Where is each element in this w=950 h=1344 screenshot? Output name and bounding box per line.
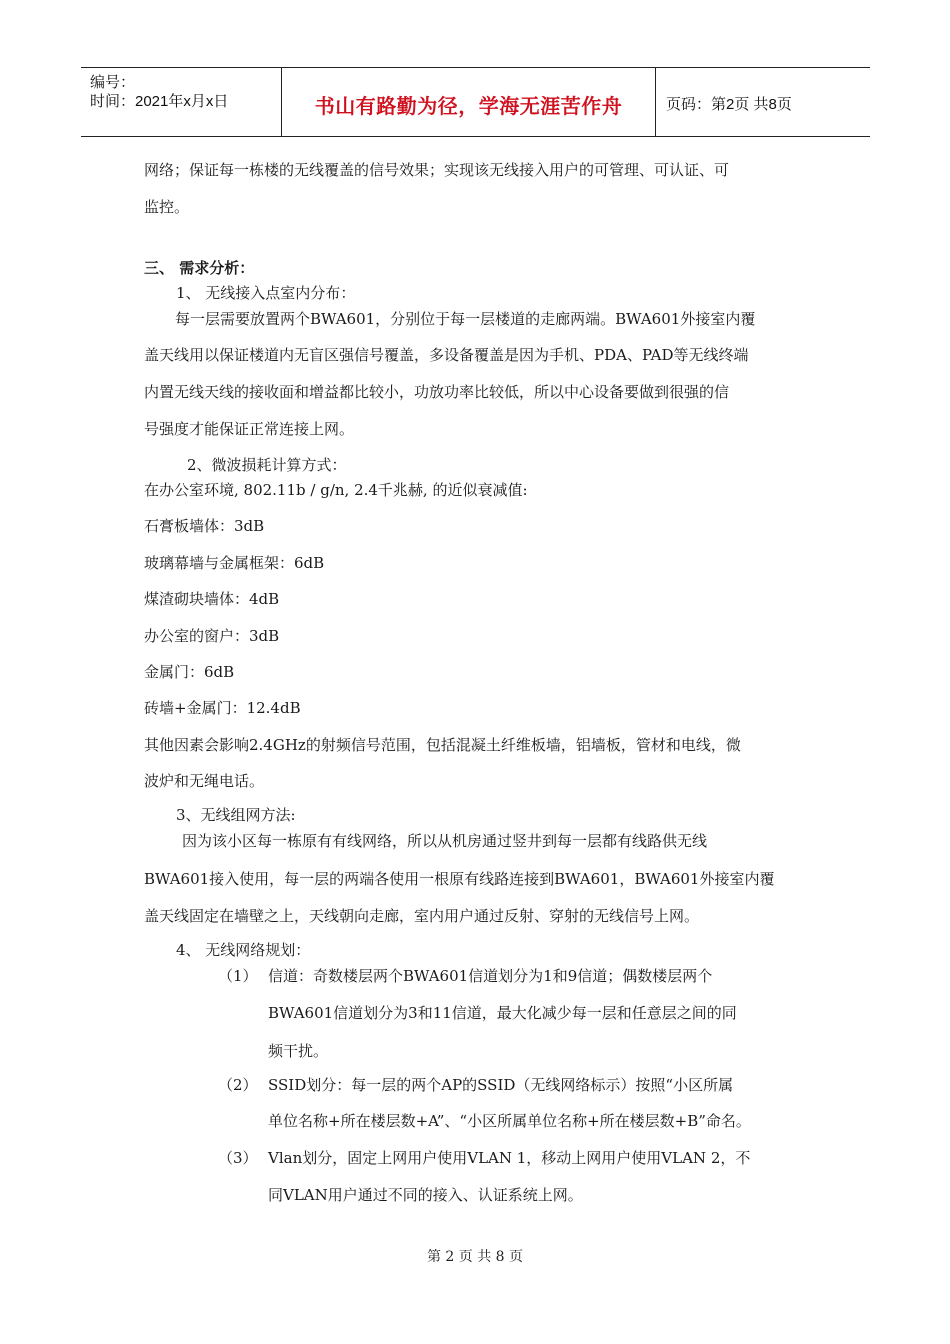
page-code: 页码：第2页 共8页 <box>666 96 792 113</box>
paragraph-line: 内置无线天线的接收面和增益都比较小，功放功率比较低，所以中心设备要做到很强的信 <box>144 383 730 401</box>
header-right-cell <box>655 68 870 136</box>
item-heading: 3、无线组网方法: <box>176 806 296 824</box>
plan-line: 单位名称+所在楼层数+A”、“小区所属单位名称+所在楼层数+B”命名。 <box>268 1112 751 1130</box>
loss-item: 煤渣砌块墙体：4dB <box>144 590 280 608</box>
document-header <box>81 67 870 137</box>
item-heading: 4、 无线网络规划： <box>176 941 311 959</box>
plan-line: 信道：奇数楼层两个BWA601信道划分为1和9信道；偶数楼层两个 <box>268 967 713 985</box>
intro-line: 监控。 <box>144 198 190 216</box>
header-left-cell <box>81 68 281 136</box>
number-label: 编号： <box>90 74 136 91</box>
plan-line: 同VLAN用户通过不同的接入、认证系统上网。 <box>268 1186 583 1204</box>
plan-line: 频干扰。 <box>268 1042 329 1060</box>
paragraph-line: 号强度才能保证正常连接上网。 <box>144 420 355 438</box>
page-footer: 第 2 页 共 8 页 <box>426 1249 524 1265</box>
section-heading: 三、 需求分析： <box>144 259 255 277</box>
motto: 书山有路勤为径，学海无涯苦作舟 <box>314 94 623 118</box>
plan-line: Vlan划分，固定上网用户使用VLAN 1，移动上网用户使用VLAN 2，不 <box>268 1149 751 1167</box>
loss-item: 金属门：6dB <box>144 663 235 681</box>
plan-number: （2） <box>218 1076 258 1094</box>
paragraph-line: 其他因素会影响2.4GHz的射频信号范围，包括混凝土纤维板墙，铝墙板，管材和电线，微 <box>144 736 741 754</box>
paragraph-line: BWA601接入使用，每一层的两端各使用一根原有线路连接到BWA601，BWA601外接室内覆 <box>144 870 775 888</box>
loss-item: 办公室的窗户：3dB <box>144 627 280 645</box>
paragraph-line: 每一层需要放置两个BWA601，分别位于每一层楼道的走廊两端。BWA601外接室内覆 <box>175 310 756 328</box>
loss-item: 石膏板墙体：3dB <box>144 517 265 535</box>
intro-line: 网络；保证每一栋楼的无线覆盖的信号效果；实现该无线接入用户的可管理、可认证、可 <box>144 161 730 179</box>
loss-item: 玻璃幕墙与金属框架：6dB <box>144 554 325 572</box>
loss-item: 砖墙+金属门：12.4dB <box>144 699 301 717</box>
paragraph-line: 盖天线用以保证楼道内无盲区强信号覆盖，多设备覆盖是因为手机、PDA、PAD等无线终端 <box>144 346 749 364</box>
time-label: 时间：2021年x月x日 <box>90 93 229 110</box>
paragraph-line: 波炉和无绳电话。 <box>144 772 265 790</box>
item-heading: 1、 无线接入点室内分布： <box>176 284 356 302</box>
plan-line: BWA601信道划分为3和11信道，最大化减少每一层和任意层之间的同 <box>268 1004 737 1022</box>
plan-line: SSID划分：每一层的两个AP的SSID（无线网络标示）按照“小区所属 <box>268 1076 734 1094</box>
plan-number: （1） <box>218 967 258 985</box>
plan-number: （3） <box>218 1149 258 1167</box>
paragraph-line: 盖天线固定在墙壁之上，天线朝向走廊，室内用户通过反射、穿射的无线信号上网。 <box>144 907 700 925</box>
header-motto-cell <box>281 68 656 136</box>
item-heading: 2、微波损耗计算方式： <box>187 456 347 474</box>
paragraph-line: 在办公室环境, 802.11b / g/n, 2.4千兆赫, 的近似衰减值: <box>144 481 528 499</box>
paragraph-line: 因为该小区每一栋原有有线网络，所以从机房通过竖井到每一层都有线路供无线 <box>182 832 708 850</box>
